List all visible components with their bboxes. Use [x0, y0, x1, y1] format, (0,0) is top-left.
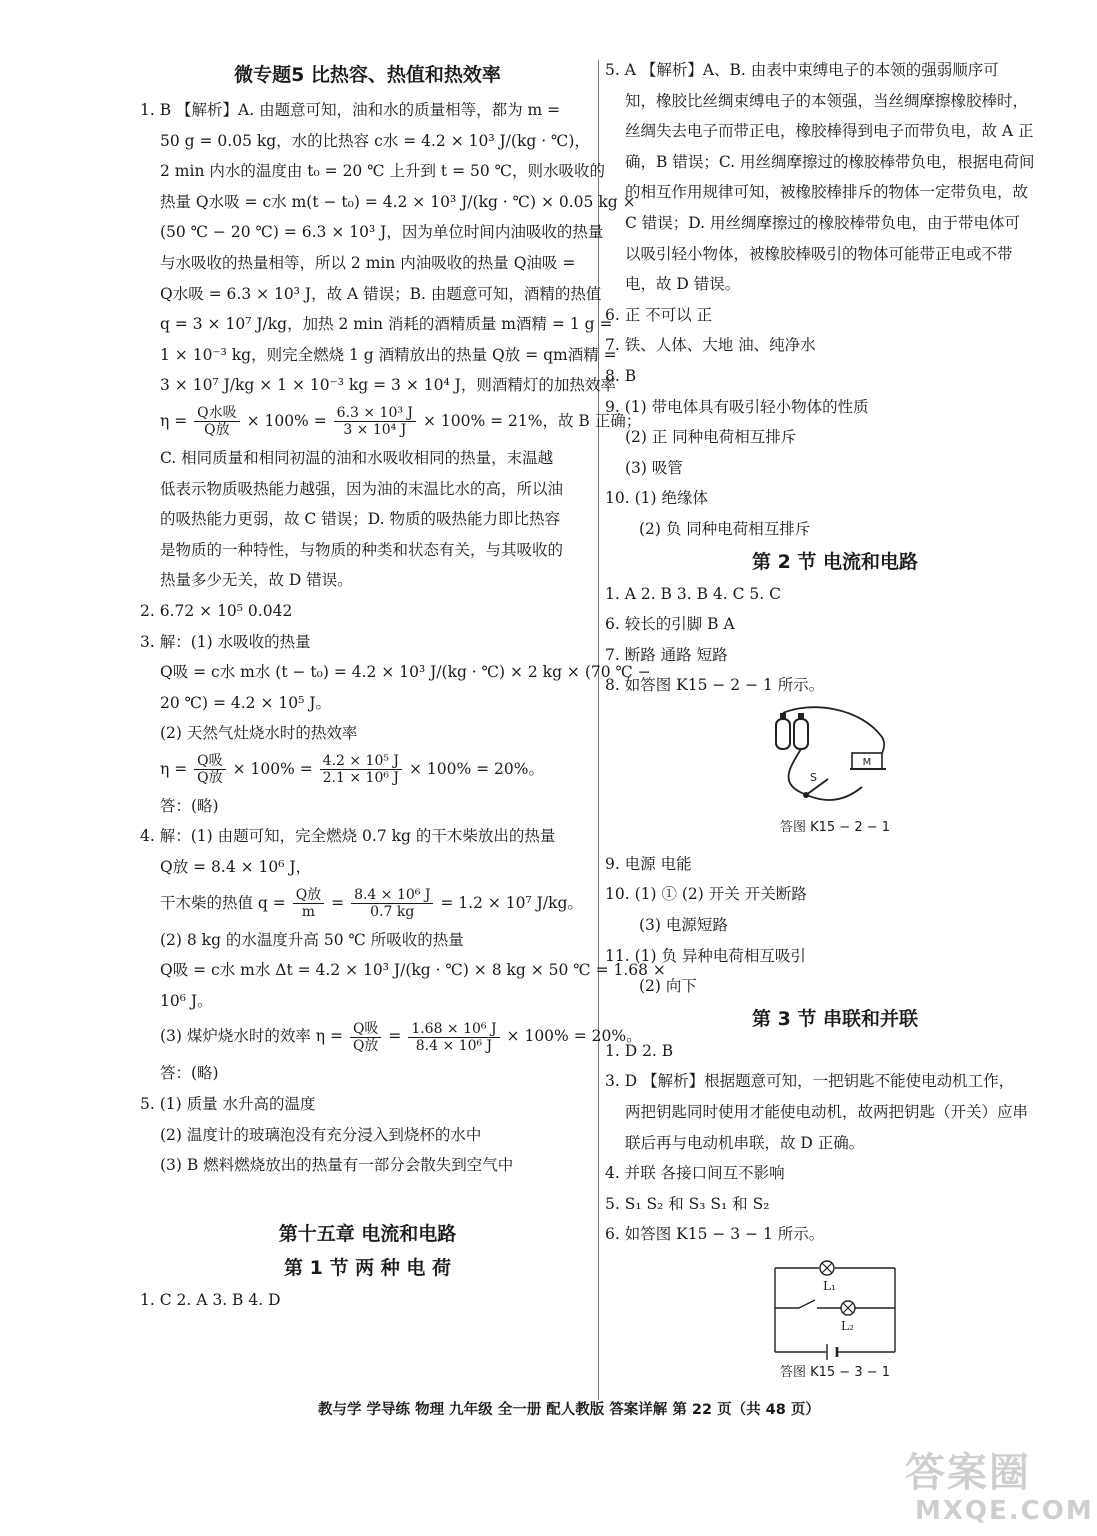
text-line: q = 3 × 10⁷ J/kg，加热 2 min 消耗的酒精质量 m酒精 = 1 g = [160, 315, 613, 334]
efficiency-equation: η = $\frac{\text{Q水吸}}{\text{Q放}}$ × 100% = $\frac{\text{6.3 × 10³ J}}{\text{3 × 10⁴ J}}$ × 100% = 21%，故 B 正确； [160, 405, 642, 439]
answer-line: 5. S₁ S₂ 和 S₃ S₁ 和 S₂ [605, 1194, 770, 1213]
answer-line: 3. D 【解析】根据题意可知，一把钥匙不能使电动机工作， [605, 1072, 1015, 1091]
answer-q3 [140, 627, 651, 822]
fraction: $\frac{\text{4.2 × 10⁵ J}}{\text{2.1 × 10⁶ J}}$ [320, 753, 402, 786]
text-line: 1 × 10⁻³ kg，则完全燃烧 1 g 酒精放出的热量 Q放 = qm酒精 = [160, 345, 617, 364]
text-line: Q吸 = c水 m水 (t − t₀) = 4.2 × 10³ J/(kg · ℃) × 2 kg × (70 ℃ − [160, 663, 651, 682]
fraction: $\frac{\text{Q吸}}{\text{Q放}}$ [194, 753, 225, 786]
text-line: C. 相同质量和相同初温的油和水吸收相同的热量，末温越 [160, 448, 554, 467]
circuit-figure-k15-3-1 [765, 1256, 905, 1362]
text-line: (2) 天然气灶烧水时的热效率 [160, 724, 358, 743]
chapter-title: 第十五章 电流和电路 [278, 1222, 457, 1245]
answer-line: (2) 正 同种电荷相互排斥 [625, 428, 797, 447]
answer-note: 答：(略) [160, 796, 219, 815]
text-line: 1. B 【解析】A. 由题意可知，油和水的质量相等，都为 m = [140, 101, 561, 119]
answer-line: 6. 较长的引脚 B A [605, 615, 735, 634]
answer-line: 9. 电源 电能 [605, 854, 692, 873]
lamp-l1-label: L₁ [823, 1279, 836, 1293]
text-line: 热量多少无关，故 D 错误。 [160, 571, 353, 590]
text-line: 与水吸收的热量相等，所以 2 min 内油吸收的热量 Q油吸 = [160, 253, 576, 272]
answer-line: 6. 正 不可以 正 [605, 305, 713, 324]
section-title: 第 2 节 电流和电路 [751, 550, 919, 573]
fraction: $\frac{\text{1.68 × 10⁶ J}}{\text{8.4 × 10⁶ J}}$ [408, 1021, 499, 1054]
answer-line: 8. 如答图 K15 − 2 − 1 所示。 [605, 676, 825, 695]
answer-line: 8. B [605, 366, 637, 385]
answer-line: (3) 电源短路 [639, 916, 728, 935]
heat-value-equation: 干木柴的热值 q = $\frac{\text{Q放}}{m}$ = $\frac{\text{8.4 × 10⁶ J}}{0.7 kg}$ = 1.2 × 10⁷ J/kg。 [160, 887, 583, 921]
watermark-text: 答案圈 [905, 1450, 1031, 1496]
text-line: Q水吸 = 6.3 × 10³ J，故 A 错误；B. 由题意可知，酒精的热值 [160, 284, 602, 303]
section-title: 第 1 节 两 种 电 荷 [284, 1256, 451, 1279]
page-footer: 教与学 学导练 物理 九年级 全一册 配人教版 答案详解 第 22 页（共 48 页） [318, 1402, 820, 1418]
parallel-circuit-diagram [765, 1256, 905, 1362]
text-line: 低表示物质吸热能力越强，因为油的末温比水的高，所以油 [160, 479, 564, 498]
text-line: 丝绸失去电子而带正电，橡胶棒得到电子而带负电，故 A 正 [625, 122, 1034, 141]
text-line: 50 g = 0.05 kg，水的比热容 c水 = 4.2 × 10³ J/(kg · ℃)， [160, 131, 590, 150]
answer-q5-analysis [605, 55, 1065, 300]
text-line: 的相互作用规律可知，被橡胶棒排斥的物体一定带负电，故 [625, 183, 1029, 202]
efficiency-equation: (3) 煤炉烧水时的效率 η = $\frac{\text{Q吸}}{\text{Q放}}$ = $\frac{\text{1.68 × 10⁶ J}}{\text{8.4 × 10⁶ J}}$ × 100% = 20%。 [160, 1020, 642, 1054]
answer-line: 10. (1) 绝缘体 [605, 489, 708, 508]
answer-line: (2) 负 同种电荷相互排斥 [639, 519, 811, 538]
answer-line: 两把钥匙同时使用才能使电动机，故两把钥匙（开关）应串 [625, 1103, 1029, 1122]
text-line: 电，故 D 错误。 [625, 275, 741, 294]
answer-line: 1. C 2. A 3. B 4. D [140, 1290, 281, 1309]
text-line: 20 ℃) = 4.2 × 10⁵ J。 [160, 693, 331, 712]
answer-line: 9. (1) 带电体具有吸引轻小物体的性质 [605, 397, 869, 416]
switch-label: S [810, 770, 817, 784]
right-column [605, 55, 1065, 1384]
figure-caption: 答图 K15 − 3 − 1 [779, 1365, 891, 1380]
answer-line: 7. 铁、人体、大地 油、纯净水 [605, 336, 816, 355]
answer-line: 11. (1) 负 异种电荷相互吸引 [605, 946, 806, 965]
fraction: $\frac{\text{Q水吸}}{\text{Q放}}$ [194, 405, 239, 438]
text-line: 2 min 内水的温度由 t₀ = 20 ℃ 上升到 t = 50 ℃，则水吸收的 [160, 162, 605, 181]
text-line: 知，橡胶比丝绸束缚电子的本领强，当丝绸摩擦橡胶棒时， [625, 91, 1029, 110]
text-line: (2) 8 kg 的水温度升高 50 ℃ 所吸收的热量 [160, 930, 464, 949]
circuit-figure-k15-2-1 [770, 707, 900, 817]
text-line: 以吸引轻小物体，被橡胶棒吸引的物体可能带正电或不带 [625, 244, 1013, 263]
text-line: 4. 解：(1) 由题可知，完全燃烧 0.7 kg 的干木柴放出的热量 [140, 827, 556, 846]
fraction: $\frac{\text{Q吸}}{\text{Q放}}$ [350, 1021, 381, 1054]
motor-label: M [862, 756, 872, 768]
answer-line: 6. 如答图 K15 − 3 − 1 所示。 [605, 1225, 825, 1244]
text-line: 5. A 【解析】A、B. 由表中束缚电子的本领的强弱顺序可 [605, 61, 999, 79]
text-line: 3. 解：(1) 水吸收的热量 [140, 632, 311, 651]
text-line: Q吸 = c水 m水 Δt = 4.2 × 10³ J/(kg · ℃) × 8 kg × 50 ℃ = 1.68 × [160, 961, 666, 980]
figure-caption: 答图 K15 − 2 − 1 [779, 819, 891, 835]
fraction: $\frac{\text{Q放}}{m}$ [293, 887, 324, 920]
text-line: 3 × 10⁷ J/kg × 1 × 10⁻³ kg = 3 × 10⁴ J，则酒精灯的加热效率 [160, 376, 616, 395]
efficiency-equation: η = $\frac{\text{Q吸}}{\text{Q放}}$ × 100% = $\frac{\text{4.2 × 10⁵ J}}{\text{2.1 × 10⁶ J}}$ × 100% = 20%。 [160, 753, 545, 787]
fraction: $\frac{\text{8.4 × 10⁶ J}}{0.7 kg}$ [351, 887, 433, 920]
micro-topic-title: 微专题5 比热容、热值和热效率 [234, 64, 501, 86]
text-line: (3) B 燃料燃烧放出的热量有一部分会散失到空气中 [160, 1156, 514, 1175]
answer-q5 [140, 1089, 595, 1181]
answer-q2: 2. 6.72 × 10⁵ 0.042 [140, 601, 293, 620]
text-line: Q放 = 8.4 × 10⁶ J， [160, 858, 312, 877]
lamp-l2-label: L₂ [841, 1319, 854, 1333]
watermark-logo [905, 1450, 1094, 1530]
text-line: (50 ℃ − 20 ℃) = 6.3 × 10³ J，因为单位时间内油吸收的热量 [160, 223, 604, 242]
answer-line: 10. (1) ① (2) 开关 开关断路 [605, 885, 807, 904]
watermark-url: MXQE.COM [915, 1496, 1094, 1526]
text-line: (2) 温度计的玻璃泡没有充分浸入到烧杯的水中 [160, 1125, 482, 1144]
answer-line: (3) 吸管 [625, 458, 683, 477]
answer-line: 7. 断路 通路 短路 [605, 645, 728, 664]
text-line: 热量 Q水吸 = c水 m(t − t₀) = 4.2 × 10³ J/(kg · ℃) × 0.05 kg × [160, 192, 636, 211]
text-line: 是物质的一种特性，与物质的种类和状态有关，与其吸收的 [160, 540, 564, 559]
answer-note: 答：(略) [160, 1064, 219, 1083]
answer-line: 联后再与电动机串联，故 D 正确。 [625, 1133, 865, 1152]
answer-line: (2) 向下 [639, 977, 697, 996]
column-divider [598, 60, 599, 1400]
section-title: 第 3 节 串联和并联 [751, 1007, 919, 1030]
text-line: C 错误；D. 用丝绸摩擦过的橡胶棒带负电，由于带电体可 [625, 213, 1021, 232]
text-line: 确，B 错误；C. 用丝绸摩擦过的橡胶棒带负电，根据电荷间 [625, 152, 1035, 171]
text-line: 5. (1) 质量 水升高的温度 [140, 1095, 316, 1114]
answer-line: 1. A 2. B 3. B 4. C 5. C [605, 584, 781, 603]
text-line: 的吸热能力更弱，故 C 错误；D. 物质的吸热能力即比热容 [160, 510, 560, 529]
fraction: $\frac{\text{6.3 × 10³ J}}{\text{3 × 10⁴ J}}$ [334, 405, 416, 438]
answer-line: 1. D 2. B [605, 1041, 674, 1060]
text-line: 10⁶ J。 [160, 991, 213, 1010]
circuit-diagram [770, 707, 900, 817]
answer-line: 4. 并联 各接口间互不影响 [605, 1164, 785, 1183]
